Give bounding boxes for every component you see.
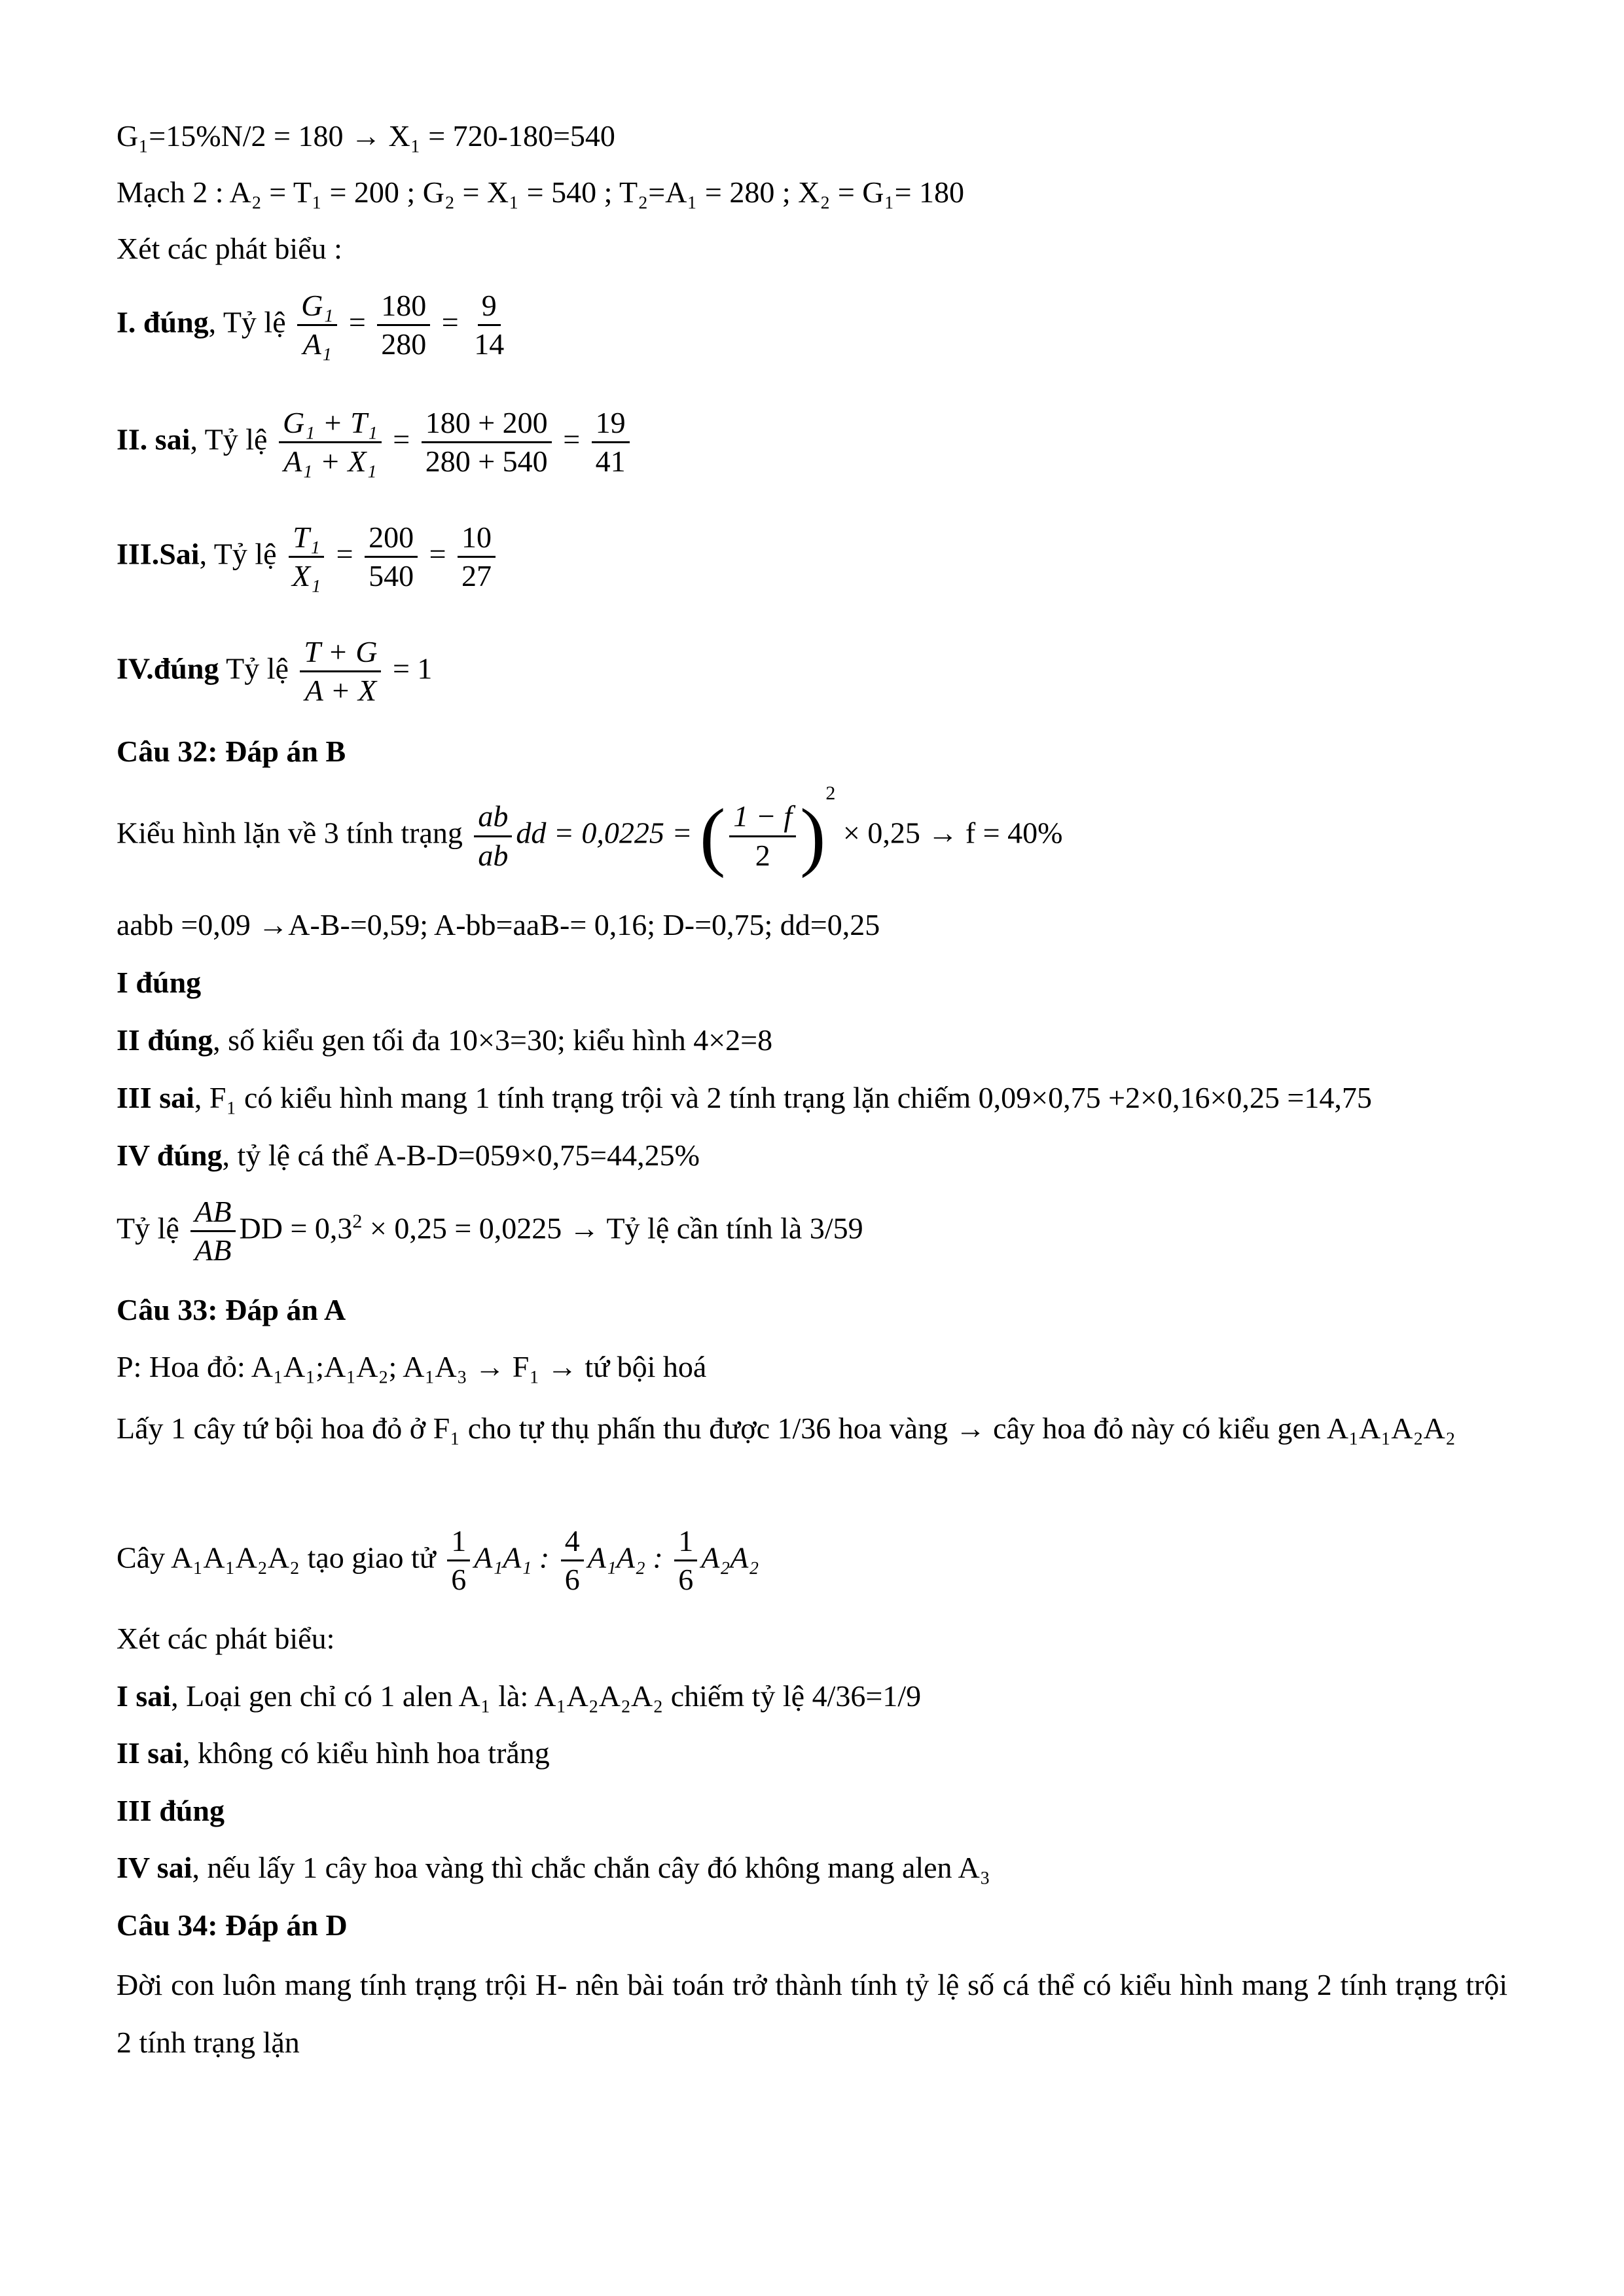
exponent: 2 (825, 782, 836, 805)
equation-result: = 1 (392, 651, 433, 685)
fraction-numerator: 180 + 200 (422, 407, 552, 443)
line-mach2: Mạch 2 : A₂ = T₁ = 200 ; G₂ = X₁ = 540 ; T₂=A₁ = 280 ; X₂ = G₁= 180 (117, 175, 965, 209)
gamete-a2a2: A₂A₂ (701, 1540, 759, 1575)
fraction-denominator: 2 (755, 838, 770, 872)
fraction-ab-ab (474, 801, 512, 871)
fraction-values (377, 290, 430, 361)
fraction-one-sixth (447, 1525, 470, 1596)
q33-statement-1-label: I sai (117, 1679, 171, 1713)
statement-4-text: Tỷ lệ (219, 651, 289, 685)
equals-sign: = (348, 305, 366, 339)
fraction-numerator: 19 (592, 407, 630, 443)
q33-statement-1 (117, 1678, 921, 1714)
q33-statement-4-label: IV sai (117, 1851, 192, 1884)
statement-3-text: , Tỷ lệ (199, 537, 277, 571)
fraction-result (470, 290, 508, 361)
fraction-tg-ax (300, 636, 381, 707)
equals-sign: = (336, 537, 353, 571)
fraction-numerator: 1 − f (729, 801, 796, 837)
statement-1-label: I. đúng (117, 305, 209, 339)
fraction-numerator: 1 (674, 1525, 697, 1561)
q33-statement-2 (117, 1735, 550, 1771)
left-paren: ( (699, 793, 726, 879)
q32-statement-2 (117, 1022, 772, 1058)
q33-statement-2-text: , không có kiểu hình hoa trắng (182, 1736, 550, 1770)
question-34-title: Câu 34: Đáp án D (117, 1908, 348, 1942)
fraction-1-f-2 (729, 801, 796, 871)
fraction-denominator: 540 (369, 559, 414, 593)
gamete-a1a1: A₁A₁ : (474, 1540, 550, 1575)
fraction-denominator: 280 (381, 327, 427, 361)
q33-statement-2-label: II sai (117, 1736, 183, 1770)
q32-statement-3-label: III sai (117, 1081, 194, 1114)
question-33-title: Câu 33: Đáp án A (117, 1293, 346, 1326)
fraction-numerator: G₁ + T₁ (279, 407, 382, 443)
fraction-numerator: G₁ (297, 290, 337, 326)
q32-expr-part1: DD = 0,3 (239, 1211, 353, 1245)
fraction-AB-AB (190, 1196, 235, 1267)
statement-2-text: , Tỷ lệ (190, 422, 268, 456)
fraction-numerator: 1 (447, 1525, 470, 1561)
fraction-g1-a1 (297, 290, 337, 361)
q32-mid-expr: dd = 0,0225 = (516, 816, 693, 850)
line-g1-calc: G₁=15%N/2 = 180 → X₁ = 720-180=540 (117, 119, 615, 153)
fraction-denominator: A₁ + X₁ (283, 445, 377, 479)
q32-pre-text: Kiểu hình lặn về 3 tính trạng (117, 816, 463, 850)
q32-ratio-label: Tỷ lệ (117, 1211, 179, 1245)
fraction-denominator: 6 (678, 1563, 694, 1597)
fraction-t1-x1 (288, 522, 325, 592)
equals-sign: = (393, 422, 410, 456)
q34-paragraph: Đời con luôn mang tính trạng trội H- nên bài toán trở thành tính tỷ lệ số cá thể có kiểu hình mang 2 tính trạng trội 2 tính trạng lặn (117, 1968, 1507, 2060)
q33-xet-phat-bieu: Xét các phát biểu: (117, 1622, 335, 1655)
exponent: 2 (352, 1211, 363, 1233)
statement-2-label: II. sai (117, 422, 190, 456)
fraction-denominator: 41 (595, 445, 626, 479)
statement-1 (117, 290, 512, 361)
fraction-numerator: T₁ (289, 522, 324, 558)
statement-4-label: IV.đúng (117, 651, 219, 685)
q32-tail-expr: × 0,25 → f = 40% (842, 816, 1063, 850)
fraction-four-sixths (561, 1525, 584, 1596)
q33-statement-1-text: , Loại gen chỉ có 1 alen A₁ là: A₁A₂A₂A₂ chiếm tỷ lệ 4/36=1/9 (171, 1679, 922, 1713)
fraction-denominator: 14 (474, 327, 505, 361)
q32-statement-4 (117, 1137, 700, 1173)
fraction-denominator: 280 + 540 (425, 445, 548, 479)
q32-recessive-line (117, 782, 1063, 879)
q32-statement-4-label: IV đúng (117, 1139, 223, 1172)
q32-expr-part3: → Tỷ lệ cần tính là 3/59 (562, 1211, 863, 1245)
equals-sign: = (563, 422, 581, 456)
q33-gamete-pre: Cây A₁A₁A₂A₂ tạo giao tử (117, 1540, 436, 1575)
statement-3 (117, 522, 499, 592)
fraction-denominator: AB (194, 1233, 232, 1267)
q33-statement-3: III đúng (117, 1794, 225, 1827)
fraction-values (365, 522, 418, 592)
q33-statement-4-text: , nếu lấy 1 cây hoa vàng thì chắc chắn cây đó không mang alen A₃ (192, 1851, 990, 1884)
question-32-title: Câu 32: Đáp án B (117, 735, 346, 768)
q32-ratio-line (117, 1196, 863, 1267)
fraction-numerator: 200 (365, 522, 418, 558)
fraction-numerator: T + G (300, 636, 381, 672)
q33-gamete-line (117, 1525, 759, 1596)
q32-statement-1: I đúng (117, 966, 202, 999)
q33-paragraph-tetraploid: Lấy 1 cây tứ bội hoa đỏ ở F₁ cho tự thụ phấn thu được 1/36 hoa vàng → cây hoa đỏ này có kiểu gen A₁A₁A₂A₂ (117, 1412, 1456, 1445)
fraction-numerator: AB (190, 1196, 235, 1232)
q32-expr-part2: × 0,25 = 0,0225 (362, 1211, 562, 1245)
fraction-denominator: A + X (304, 674, 377, 708)
q33-statement-4 (117, 1850, 990, 1886)
statement-4 (117, 636, 432, 707)
q32-statement-2-label: II đúng (117, 1023, 213, 1057)
line-xet-phat-bieu: Xét các phát biểu : (117, 232, 342, 265)
fraction-denominator: 6 (451, 1563, 467, 1597)
fraction-numerator: 10 (458, 522, 496, 558)
statement-1-text: , Tỷ lệ (208, 305, 286, 339)
equals-sign: = (429, 537, 446, 571)
fraction-denominator: 27 (461, 559, 492, 593)
fraction-result (592, 407, 630, 478)
right-paren: ) (800, 793, 826, 879)
q32-statement-3 (117, 1080, 1372, 1116)
fraction-numerator: ab (474, 801, 512, 837)
q32-statement-3-text: , F₁ có kiểu hình mang 1 tính trạng trội và 2 tính trạng lặn chiếm 0,09×0,75 +2×0,16×0,25 =14,75 (194, 1081, 1372, 1114)
fraction-denominator: ab (478, 838, 509, 872)
q32-statement-2-text: , số kiểu gen tối đa 10×3=30; kiểu hình 4×2=8 (213, 1023, 773, 1057)
q32-statement-4-text: , tỷ lệ cá thể A-B-D=059×0,75=44,25% (222, 1139, 700, 1172)
fraction-denominator: X₁ (292, 559, 321, 593)
fraction-denominator: A₁ (302, 327, 332, 361)
fraction-one-sixth (674, 1525, 697, 1596)
gamete-a1a2: A₁A₂ : (587, 1540, 663, 1575)
q33-line-parents: P: Hoa đỏ: A₁A₁;A₁A₂; A₁A₃ → F₁ → tứ bội hoá (117, 1350, 707, 1383)
fraction-numerator: 180 (377, 290, 430, 326)
fraction-denominator: 6 (564, 1563, 580, 1597)
fraction-numerator: 9 (478, 290, 501, 326)
fraction-numerator: 4 (561, 1525, 584, 1561)
equals-sign: = (441, 305, 459, 339)
fraction-result (458, 522, 496, 592)
fraction-gt-ax (279, 407, 382, 478)
statement-3-label: III.Sai (117, 537, 200, 571)
fraction-values (422, 407, 552, 478)
q32-line-aabb: aabb =0,09 →A-B-=0,59; A-bb=aaB-= 0,16; D-=0,75; dd=0,25 (117, 908, 880, 941)
statement-2 (117, 407, 634, 478)
